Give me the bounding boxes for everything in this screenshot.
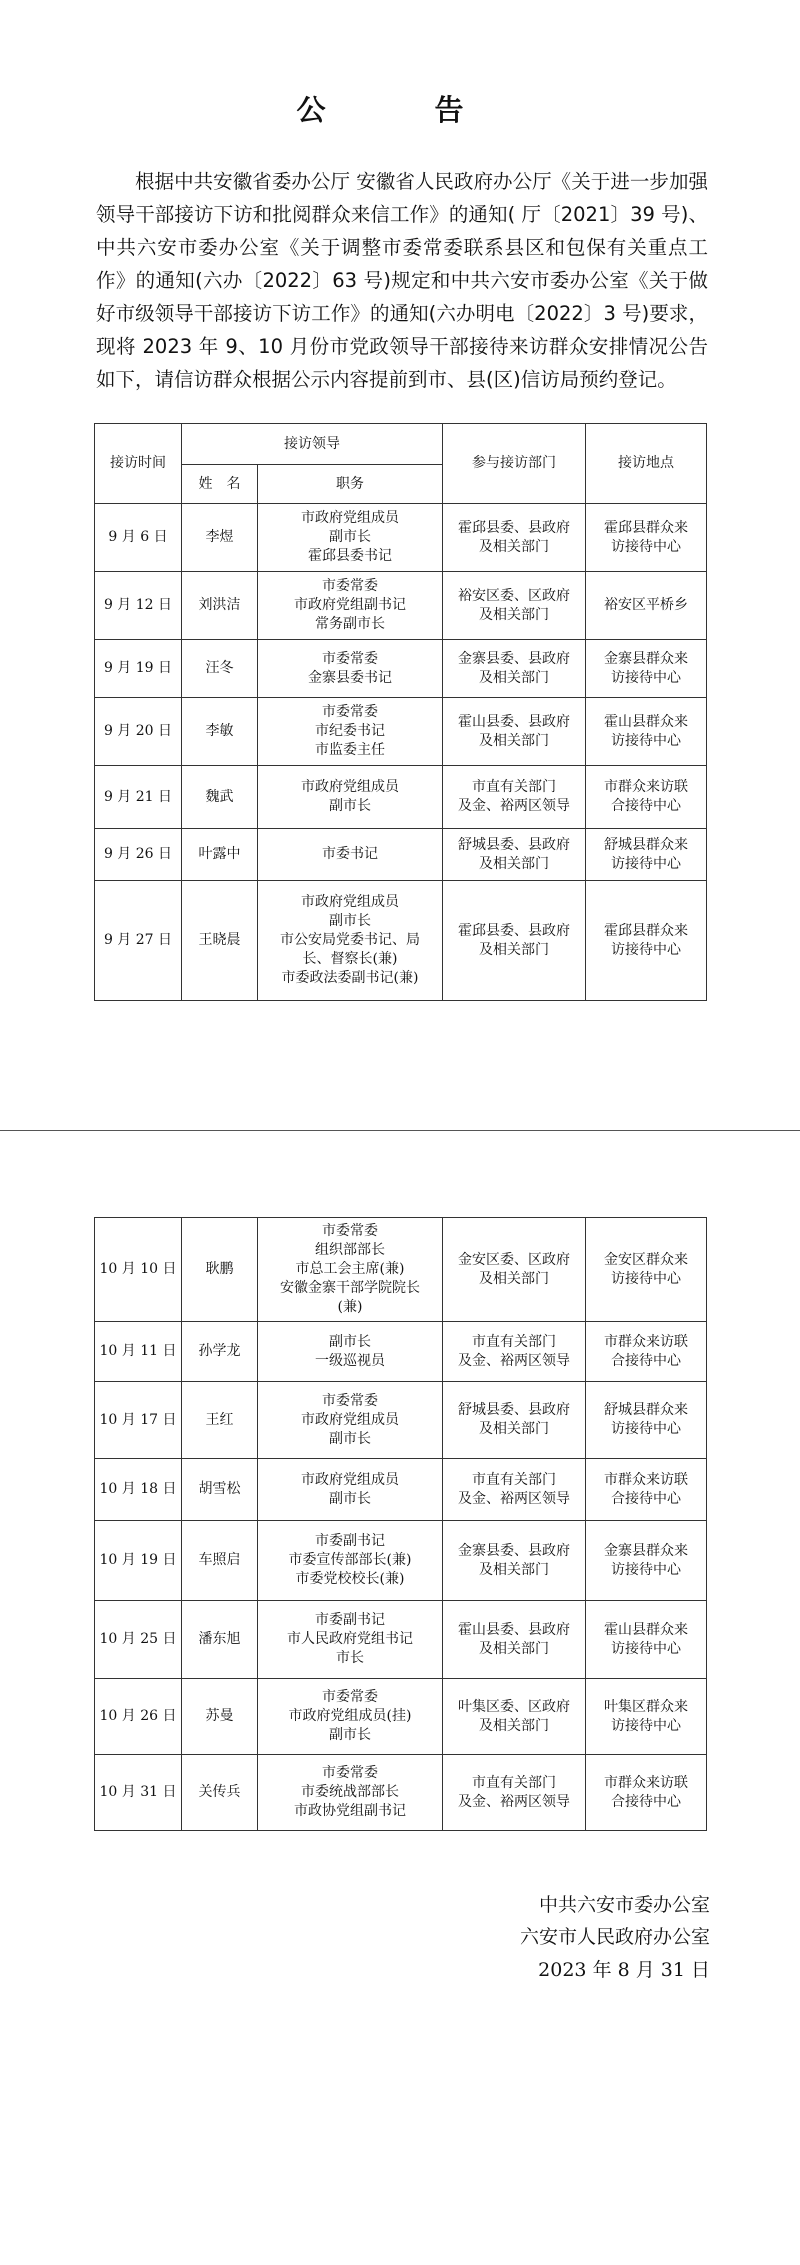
- cell-name: 刘洪洁: [182, 572, 258, 640]
- cell-time: 9 月 19 日: [95, 640, 182, 698]
- cell-position: 市委常委 组织部部长 市总工会主席(兼) 安徽金寨干部学院院长 (兼): [258, 1218, 443, 1322]
- cell-position: 市委常委 市政府党组成员 副市长: [258, 1382, 443, 1459]
- cell-position: 市政府党组成员 副市长: [258, 766, 443, 829]
- cell-name: 关传兵: [182, 1755, 258, 1831]
- header-dept: 参与接访部门: [443, 424, 586, 504]
- cell-place: 舒城县群众来 访接待中心: [586, 1382, 707, 1459]
- signature-date: 2023 年 8 月 31 日: [538, 1959, 710, 1981]
- cell-dept: 市直有关部门 及金、裕两区领导: [443, 1459, 586, 1521]
- cell-dept: 市直有关部门 及金、裕两区领导: [443, 766, 586, 829]
- cell-position: 副市长 一级巡视员: [258, 1322, 443, 1382]
- cell-dept: 市直有关部门 及金、裕两区领导: [443, 1755, 586, 1831]
- cell-time: 10 月 26 日: [95, 1679, 182, 1755]
- cell-place: 金寨县群众来 访接待中心: [586, 640, 707, 698]
- cell-name: 孙学龙: [182, 1322, 258, 1382]
- header-time: 接访时间: [95, 424, 182, 504]
- cell-dept: 霍山县委、县政府 及相关部门: [443, 1601, 586, 1679]
- cell-name: 汪冬: [182, 640, 258, 698]
- cell-place: 市群众来访联 合接待中心: [586, 1459, 707, 1521]
- cell-place: 叶集区群众来 访接待中心: [586, 1679, 707, 1755]
- cell-position: 市委副书记 市人民政府党组书记 市长: [258, 1601, 443, 1679]
- cell-name: 车照启: [182, 1521, 258, 1601]
- cell-time: 9 月 6 日: [95, 504, 182, 572]
- table-row: [95, 1218, 707, 1322]
- table-row: [95, 1521, 707, 1601]
- header-place: 接访地点: [586, 424, 707, 504]
- cell-time: 10 月 17 日: [95, 1382, 182, 1459]
- page-title: 公 告: [296, 93, 504, 127]
- header-name: 姓 名: [182, 465, 258, 504]
- cell-name: 潘东旭: [182, 1601, 258, 1679]
- cell-name: 王晓晨: [182, 881, 258, 1001]
- table-row: [95, 1755, 707, 1831]
- cell-name: 魏武: [182, 766, 258, 829]
- cell-time: 9 月 27 日: [95, 881, 182, 1001]
- cell-dept: 金安区委、区政府 及相关部门: [443, 1218, 586, 1322]
- table-row: [95, 1459, 707, 1521]
- cell-place: 金寨县群众来 访接待中心: [586, 1521, 707, 1601]
- table-row: [95, 1679, 707, 1755]
- table-row: [95, 698, 707, 766]
- cell-time: 10 月 19 日: [95, 1521, 182, 1601]
- cell-position: 市委常委 市政府党组副书记 常务副市长: [258, 572, 443, 640]
- cell-time: 10 月 25 日: [95, 1601, 182, 1679]
- cell-place: 霍山县群众来 访接待中心: [586, 1601, 707, 1679]
- intro-paragraph: 根据中共安徽省委办公厅 安徽省人民政府办公厅《关于进一步加强领导干部接访下访和批阅群众来信工作》的通知( 厅〔2021〕39 号)、中共六安市委办公室《关于调整市委常委联系县区和包保有关重点工作》的通知(六办〔2022〕63 号)规定和中共六安市委办公室《关于做好市级领导干部接访下访工作》的通知(六办明电〔2022〕3 号)要求，现将 2023 年 9、10 月份市党政领导干部接待来访群众安排情况公告如下，请信访群众根据公示内容提前到市、县(区)信访局预约登记。: [96, 170, 708, 391]
- cell-dept: 市直有关部门 及金、裕两区领导: [443, 1322, 586, 1382]
- cell-place: 市群众来访联 合接待中心: [586, 1322, 707, 1382]
- table-row: [95, 1382, 707, 1459]
- cell-place: 霍邱县群众来 访接待中心: [586, 504, 707, 572]
- cell-dept: 裕安区委、区政府 及相关部门: [443, 572, 586, 640]
- cell-time: 9 月 12 日: [95, 572, 182, 640]
- header-leader: 接访领导: [182, 424, 443, 465]
- cell-time: 10 月 10 日: [95, 1218, 182, 1322]
- cell-time: 10 月 31 日: [95, 1755, 182, 1831]
- cell-dept: 金寨县委、县政府 及相关部门: [443, 1521, 586, 1601]
- cell-dept: 霍邱县委、县政府 及相关部门: [443, 504, 586, 572]
- cell-name: 李敏: [182, 698, 258, 766]
- cell-time: 9 月 21 日: [95, 766, 182, 829]
- signature-org-2: 六安市人民政府办公室: [519, 1926, 710, 1948]
- cell-time: 10 月 11 日: [95, 1322, 182, 1382]
- cell-place: 舒城县群众来 访接待中心: [586, 829, 707, 881]
- cell-dept: 霍邱县委、县政府 及相关部门: [443, 881, 586, 1001]
- cell-name: 胡雪松: [182, 1459, 258, 1521]
- cell-place: 市群众来访联 合接待中心: [586, 766, 707, 829]
- cell-name: 耿鹏: [182, 1218, 258, 1322]
- table-row: [95, 881, 707, 1001]
- cell-position: 市政府党组成员 副市长: [258, 1459, 443, 1521]
- cell-time: 10 月 18 日: [95, 1459, 182, 1521]
- cell-time: 9 月 26 日: [95, 829, 182, 881]
- cell-place: 霍山县群众来 访接待中心: [586, 698, 707, 766]
- cell-place: 裕安区平桥乡: [586, 572, 707, 640]
- cell-position: 市委副书记 市委宣传部部长(兼) 市委党校校长(兼): [258, 1521, 443, 1601]
- table-row: [95, 640, 707, 698]
- table-row: [95, 766, 707, 829]
- cell-dept: 霍山县委、县政府 及相关部门: [443, 698, 586, 766]
- cell-dept: 舒城县委、县政府 及相关部门: [443, 1382, 586, 1459]
- schedule-table-september: [94, 423, 707, 1001]
- cell-place: 金安区群众来 访接待中心: [586, 1218, 707, 1322]
- cell-position: 市委常委 市纪委书记 市监委主任: [258, 698, 443, 766]
- table-row: [95, 829, 707, 881]
- cell-dept: 金寨县委、县政府 及相关部门: [443, 640, 586, 698]
- table-row: [95, 572, 707, 640]
- cell-position: 市政府党组成员 副市长 霍邱县委书记: [258, 504, 443, 572]
- cell-position: 市委常委 金寨县委书记: [258, 640, 443, 698]
- cell-name: 王红: [182, 1382, 258, 1459]
- cell-name: 苏曼: [182, 1679, 258, 1755]
- cell-position: 市委常委 市政府党组成员(挂) 副市长: [258, 1679, 443, 1755]
- page-divider: [0, 1130, 800, 1131]
- table-row: [95, 1322, 707, 1382]
- cell-position: 市委书记: [258, 829, 443, 881]
- cell-name: 李煜: [182, 504, 258, 572]
- cell-dept: 舒城县委、县政府 及相关部门: [443, 829, 586, 881]
- signature-org-1: 中共六安市委办公室: [538, 1894, 710, 1916]
- cell-place: 霍邱县群众来 访接待中心: [586, 881, 707, 1001]
- header-position: 职务: [258, 465, 443, 504]
- schedule-table-october: [94, 1217, 707, 1831]
- cell-name: 叶露中: [182, 829, 258, 881]
- cell-place: 市群众来访联 合接待中心: [586, 1755, 707, 1831]
- cell-position: 市委常委 市委统战部部长 市政协党组副书记: [258, 1755, 443, 1831]
- table-row: [95, 504, 707, 572]
- table-row: [95, 1601, 707, 1679]
- cell-dept: 叶集区委、区政府 及相关部门: [443, 1679, 586, 1755]
- cell-time: 9 月 20 日: [95, 698, 182, 766]
- cell-position: 市政府党组成员 副市长 市公安局党委书记、局 长、督察长(兼) 市委政法委副书记(兼): [258, 881, 443, 1001]
